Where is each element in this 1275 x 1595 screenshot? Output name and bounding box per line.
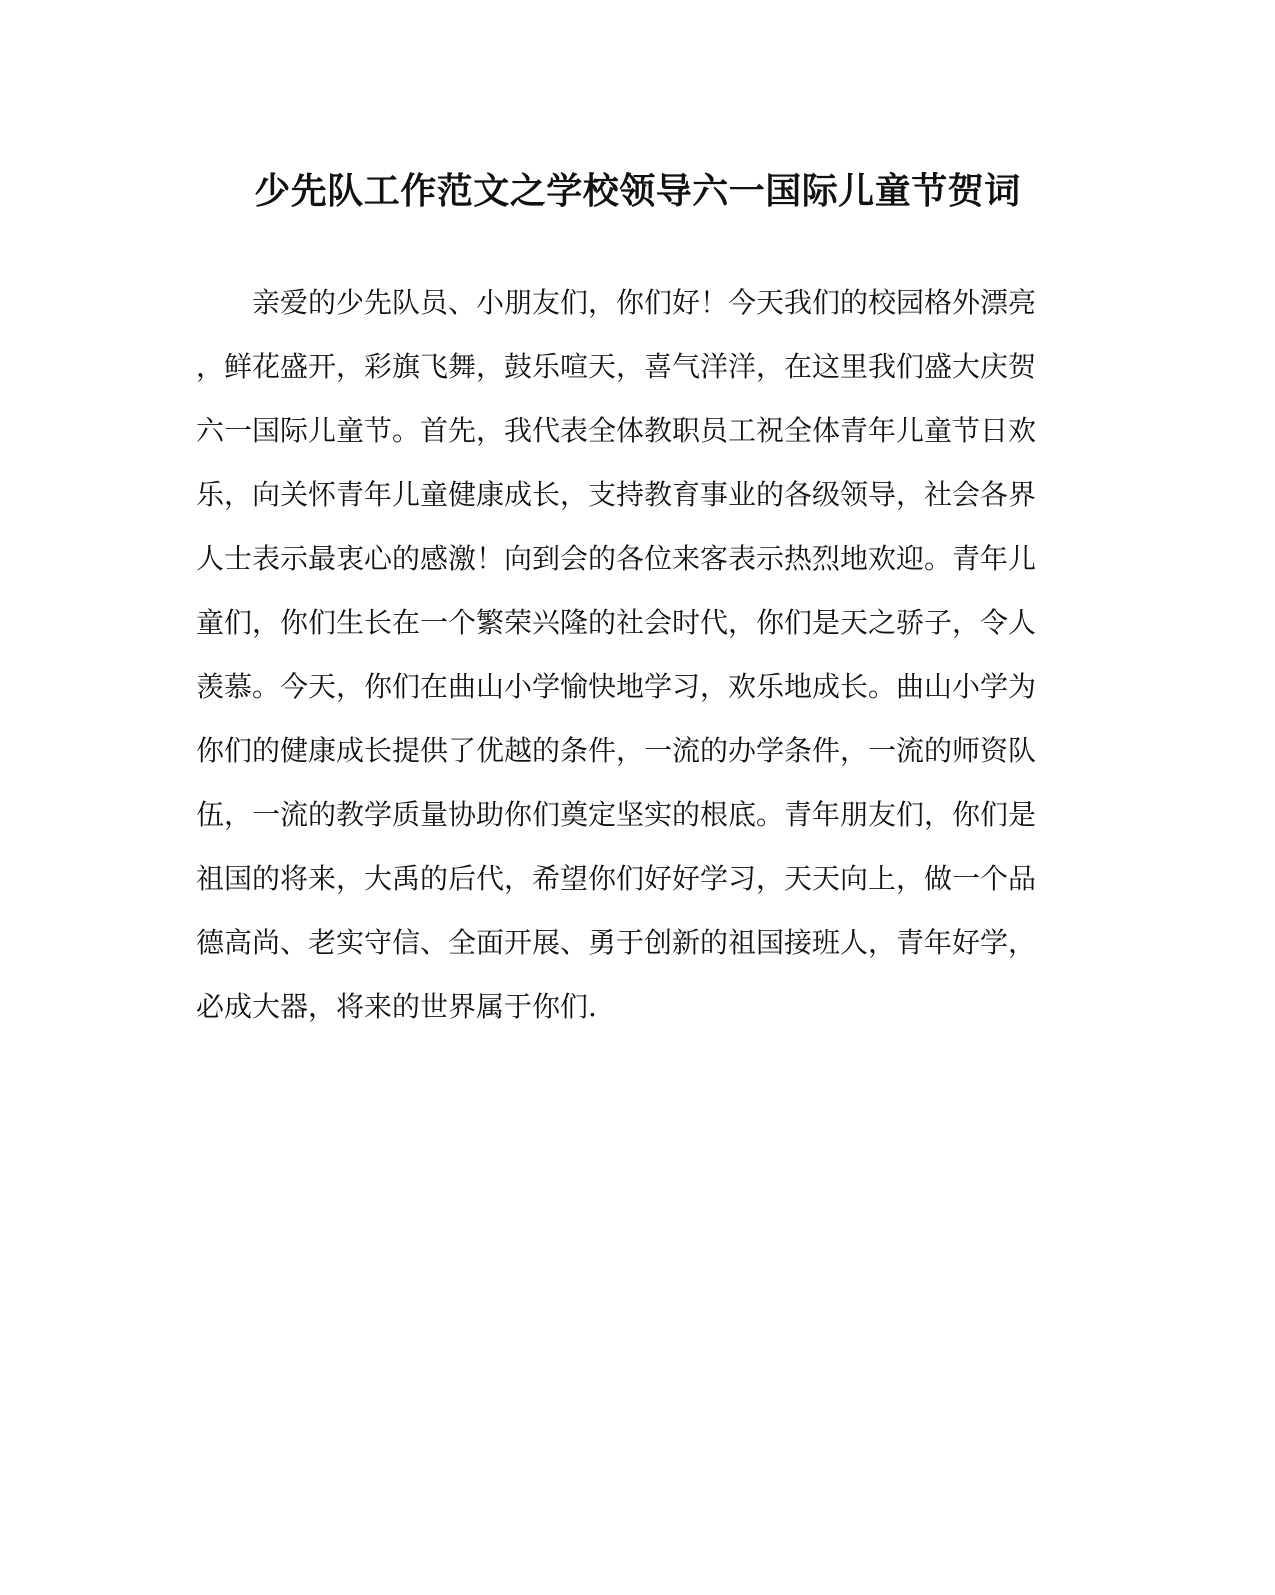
paragraph-line: 你们的健康成长提供了优越的条件，一流的办学条件，一流的师资队 bbox=[196, 734, 1037, 767]
paragraph-line: 人士表示最衷心的感激！向到会的各位来客表示热烈地欢迎。青年儿 bbox=[196, 542, 1037, 575]
paragraph-line: 六一国际儿童节。首先，我代表全体教职员工祝全体青年儿童节日欢 bbox=[196, 414, 1037, 447]
paragraph-line: 伍，一流的教学质量协助你们奠定坚实的根底。青年朋友们，你们是 bbox=[196, 798, 1037, 831]
paragraph-line: 羡慕。今天，你们在曲山小学愉快地学习，欢乐地成长。曲山小学为 bbox=[196, 670, 1037, 703]
document-body bbox=[196, 278, 1076, 1046]
paragraph-line: 乐，向关怀青年儿童健康成长，支持教育事业的各级领导，社会各界 bbox=[196, 478, 1037, 511]
paragraph-line: 德高尚、老实守信、全面开展、勇于创新的祖国接班人，青年好学， bbox=[196, 926, 1037, 959]
paragraph-line: 童们，你们生长在一个繁荣兴隆的社会时代，你们是天之骄子，令人 bbox=[196, 606, 1037, 639]
paragraph-line: 必成大器，将来的世界属于你们. bbox=[196, 990, 597, 1023]
paragraph-line: ，鲜花盛开，彩旗飞舞，鼓乐喧天，喜气洋洋，在这里我们盛大庆贺 bbox=[196, 350, 1037, 383]
document-title: 少先队工作范文之学校领导六一国际儿童节贺词 bbox=[254, 170, 1021, 212]
paragraph-line: 祖国的将来，大禹的后代，希望你们好好学习，天天向上，做一个品 bbox=[196, 862, 1037, 895]
paragraph-line: 亲爱的少先队员、小朋友们，你们好！今天我们的校园格外漂亮 bbox=[252, 286, 1037, 319]
